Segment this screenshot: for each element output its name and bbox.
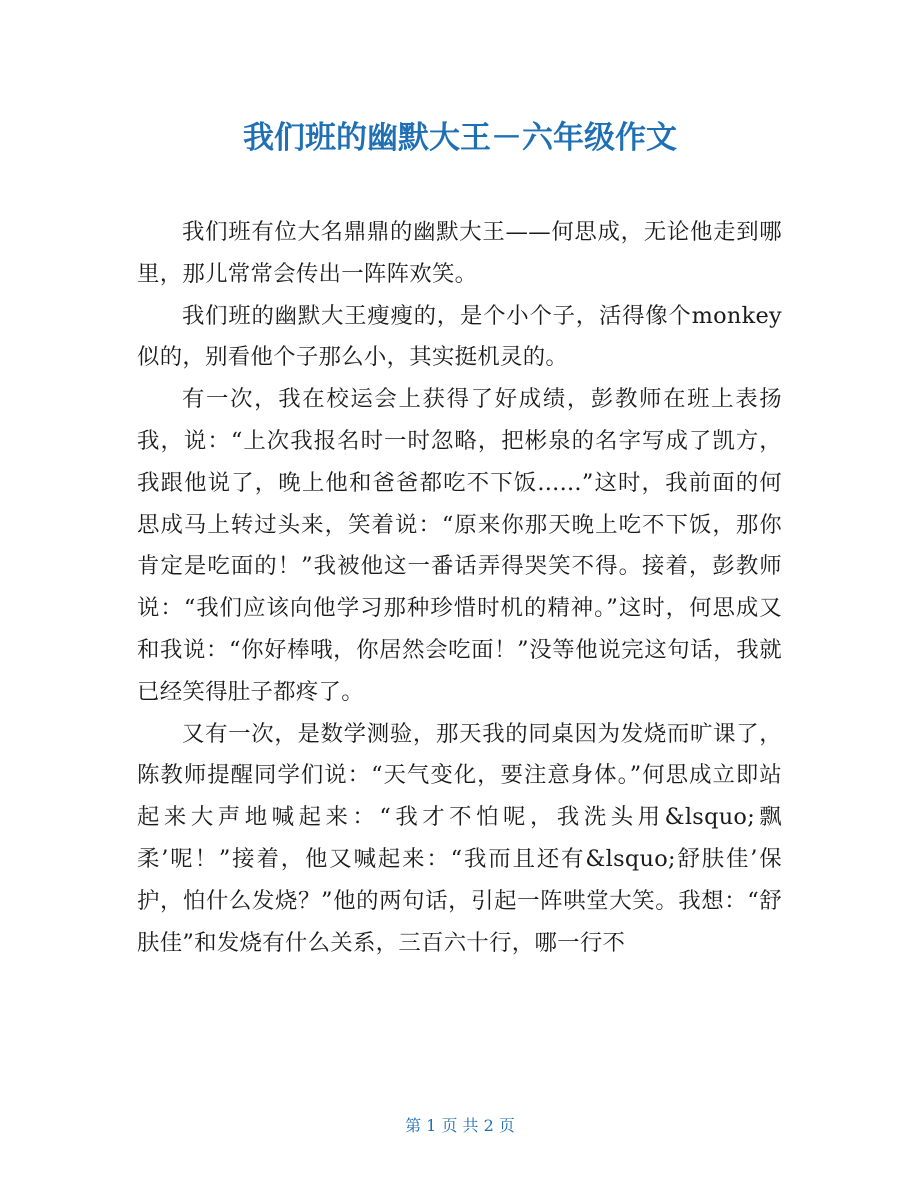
page-title: 我们班的幽默大王－六年级作文 — [243, 120, 677, 156]
page-number-footer: 第 1 页 共 2 页 — [405, 1116, 515, 1135]
document-body — [137, 212, 782, 964]
paragraph-math-test: 又有一次，是数学测验，那天我的同桌因为发烧而旷课了，陈教师提醒同学们说：“天气变化，要注意身体。”何思成立即站起来大声地喊起来：“我才不怕呢，我洗头用&lsquo;飘柔’呢！”接着，他又喊起来：“我而且还有&lsquo;舒肤佳’保护，怕什么发烧？”他的两句话，引起一阵哄堂大笑。我想：“舒肤佳”和发烧有什么关系，三百六十行，哪一行不 — [137, 720, 782, 956]
paragraph-sports-meet: 有一次，我在校运会上获得了好成绩，彭教师在班上表扬我，说：“上次我报名时一时忽略，把彬泉的名字写成了凯方，我跟他说了，晚上他和爸爸都吃不下饭......”这时，我前面的何思成马上转过头来，笑着说：“原来你那天晚上吃不下饭，那你肯定是吃面的！”我被他这一番话弄得哭笑不得。接着，彭教师说：“我们应该向他学习那种珍惜时机的精神。”这时，何思成又和我说：“你好棒哦，你居然会吃面！”没等他说完这句话，我就已经笑得肚子都疼了。 — [137, 386, 782, 705]
paragraph-intro: 我们班有位大名鼎鼎的幽默大王——何思成，无论他走到哪里，那儿常常会传出一阵阵欢笑。 — [137, 219, 782, 287]
paragraph-appearance: 我们班的幽默大王瘦瘦的，是个小个子，活得像个monkey似的，别看他个子那么小，其实挺机灵的。 — [137, 302, 782, 371]
